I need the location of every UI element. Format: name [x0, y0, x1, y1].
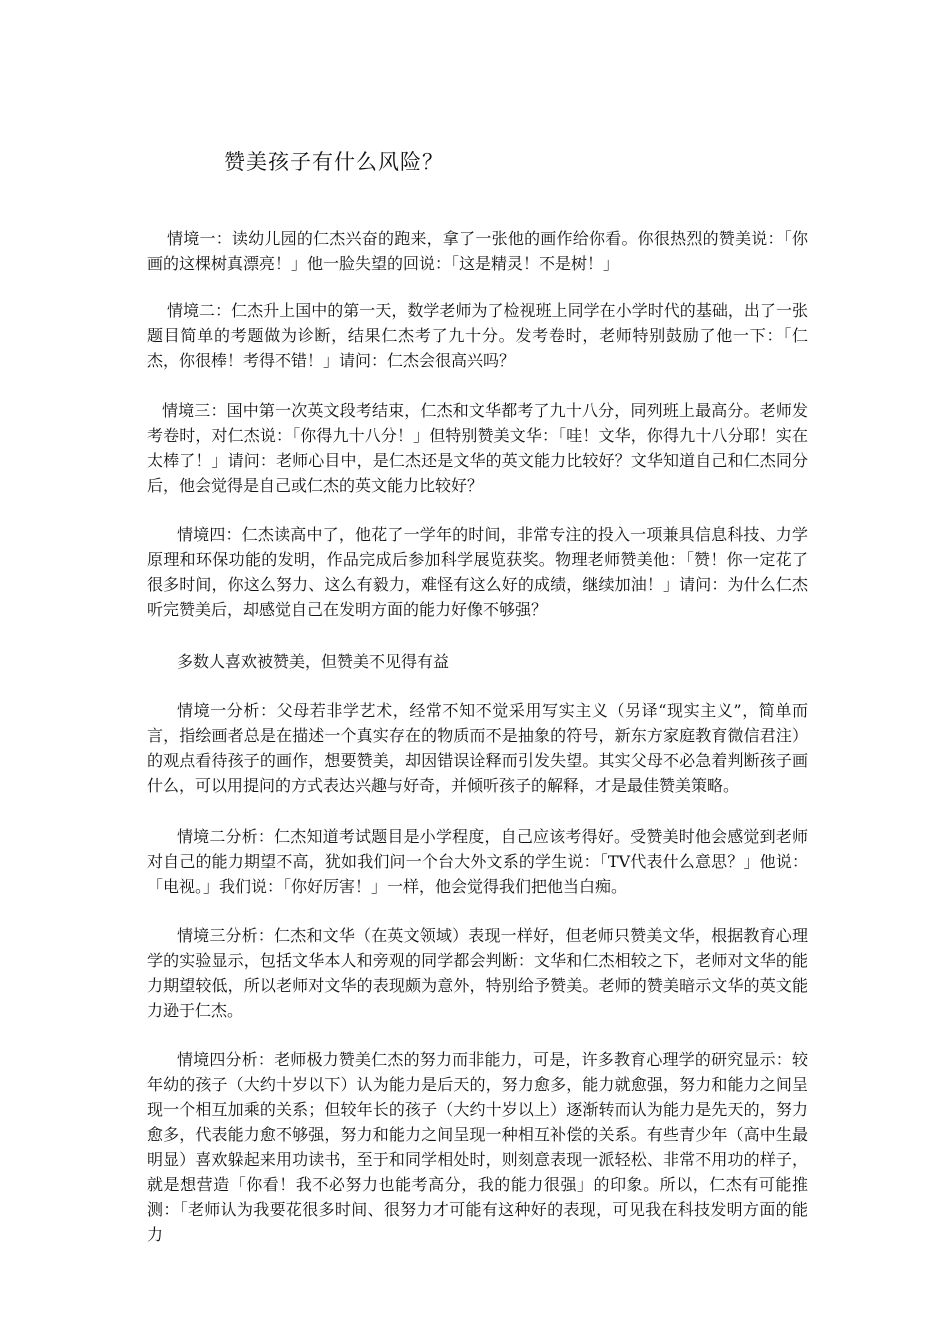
paragraph-analysis-4: 情境四分析：老师极力赞美仁杰的努力而非能力，可是，许多教育心理学的研究显示：较年幼的孩子（大约十岁以下）认为能力是后天的，努力愈多，能力就愈强，努力和能力之间呈现一个相互加乘的关系；但较年长的孩子（大约十岁以上）逐渐转而认为能力是先天的，努力愈多，代表能力愈不够强，努力和能力之间呈现一种相互补偿的关系。有些青少年（高中生最明显）喜欢躲起来用功读书，至于和同学相处时，则刻意表现一派轻松、非常不用功的样子，就是想营造「你看！我不必努力也能考高分，我的能力很强」的印象。所以，仁杰有可能推测：「老师认为我要花很多时间、很努力才可能有这种好的表现，可见我在科技发明方面的能力 — [147, 1050, 808, 1244]
paragraph-scenario-4: 情境四：仁杰读高中了，他花了一学年的时间，非常专注的投入一项兼具信息科技、力学原理和环保功能的发明，作品完成后参加科学展览获奖。物理老师赞美他：「赞！你一定花了很多时间，你这么努力、这么有毅力，难怪有这么好的成绩，继续加油！」请问：为什么仁杰听完赞美后，却感觉自己在发明方面的能力好像不够强？ — [147, 525, 808, 619]
paragraph-scenario-2: 情境二：仁杰升上国中的第一天，数学老师为了检视班上同学在小学时代的基础，出了一张题目简单的考题做为诊断，结果仁杰考了九十分。发考卷时，老师特别鼓励了他一下：「仁杰，你很棒！考得不错！」请问：仁杰会很高兴吗？ — [147, 301, 808, 370]
document-title: 赞美孩子有什么风险？ — [224, 150, 444, 174]
paragraph-scenario-1: 情境一：读幼儿园的仁杰兴奋的跑来，拿了一张他的画作给你看。你很热烈的赞美说：「你画的这棵树真漂亮！」他一脸失望的回说：「这是精灵！不是树！」 — [147, 229, 808, 273]
paragraph-analysis-3: 情境三分析：仁杰和文华（在英文领域）表现一样好，但老师只赞美文华，根据教育心理学的实验显示，包括文华本人和旁观的同学都会判断：文华和仁杰相较之下，老师对文华的能力期望较低，所以老师对文华的表现颇为意外，特别给予赞美。老师的赞美暗示文华的英文能力逊于仁杰。 — [147, 926, 808, 1020]
section-heading: 多数人喜欢被赞美，但赞美不见得有益 — [177, 652, 450, 671]
paragraph-analysis-1: 情境一分析：父母若非学艺术，经常不知不觉采用写实主义（另译“现实主义”，简单而言，指绘画者总是在描述一个真实存在的物质而不是抽象的符号，新东方家庭教育微信君注）的观点看待孩子的画作，想要赞美，却因错误诠释而引发失望。其实父母不必急着判断孩子画什么，可以用提问的方式表达兴趣与好奇，并倾听孩子的解释，才是最佳赞美策略。 — [147, 701, 808, 795]
paragraph-analysis-2: 情境二分析：仁杰知道考试题目是小学程度，自己应该考得好。受赞美时他会感觉到老师对自己的能力期望不高，犹如我们问一个台大外文系的学生说：「TV代表什么意思？」他说：「电视。」我们说：「你好厉害！」一样，他会觉得我们把他当白痴。 — [147, 827, 808, 896]
paragraph-scenario-3: 情境三：国中第一次英文段考结束，仁杰和文华都考了九十八分，同列班上最高分。老师发考卷时，对仁杰说：「你得九十八分！」但特别赞美文华：「哇！文华，你得九十八分耶！实在太棒了！」请问：老师心目中，是仁杰还是文华的英文能力比较好？文华知道自己和仁杰同分后，他会觉得是自己或仁杰的英文能力比较好？ — [147, 401, 808, 495]
